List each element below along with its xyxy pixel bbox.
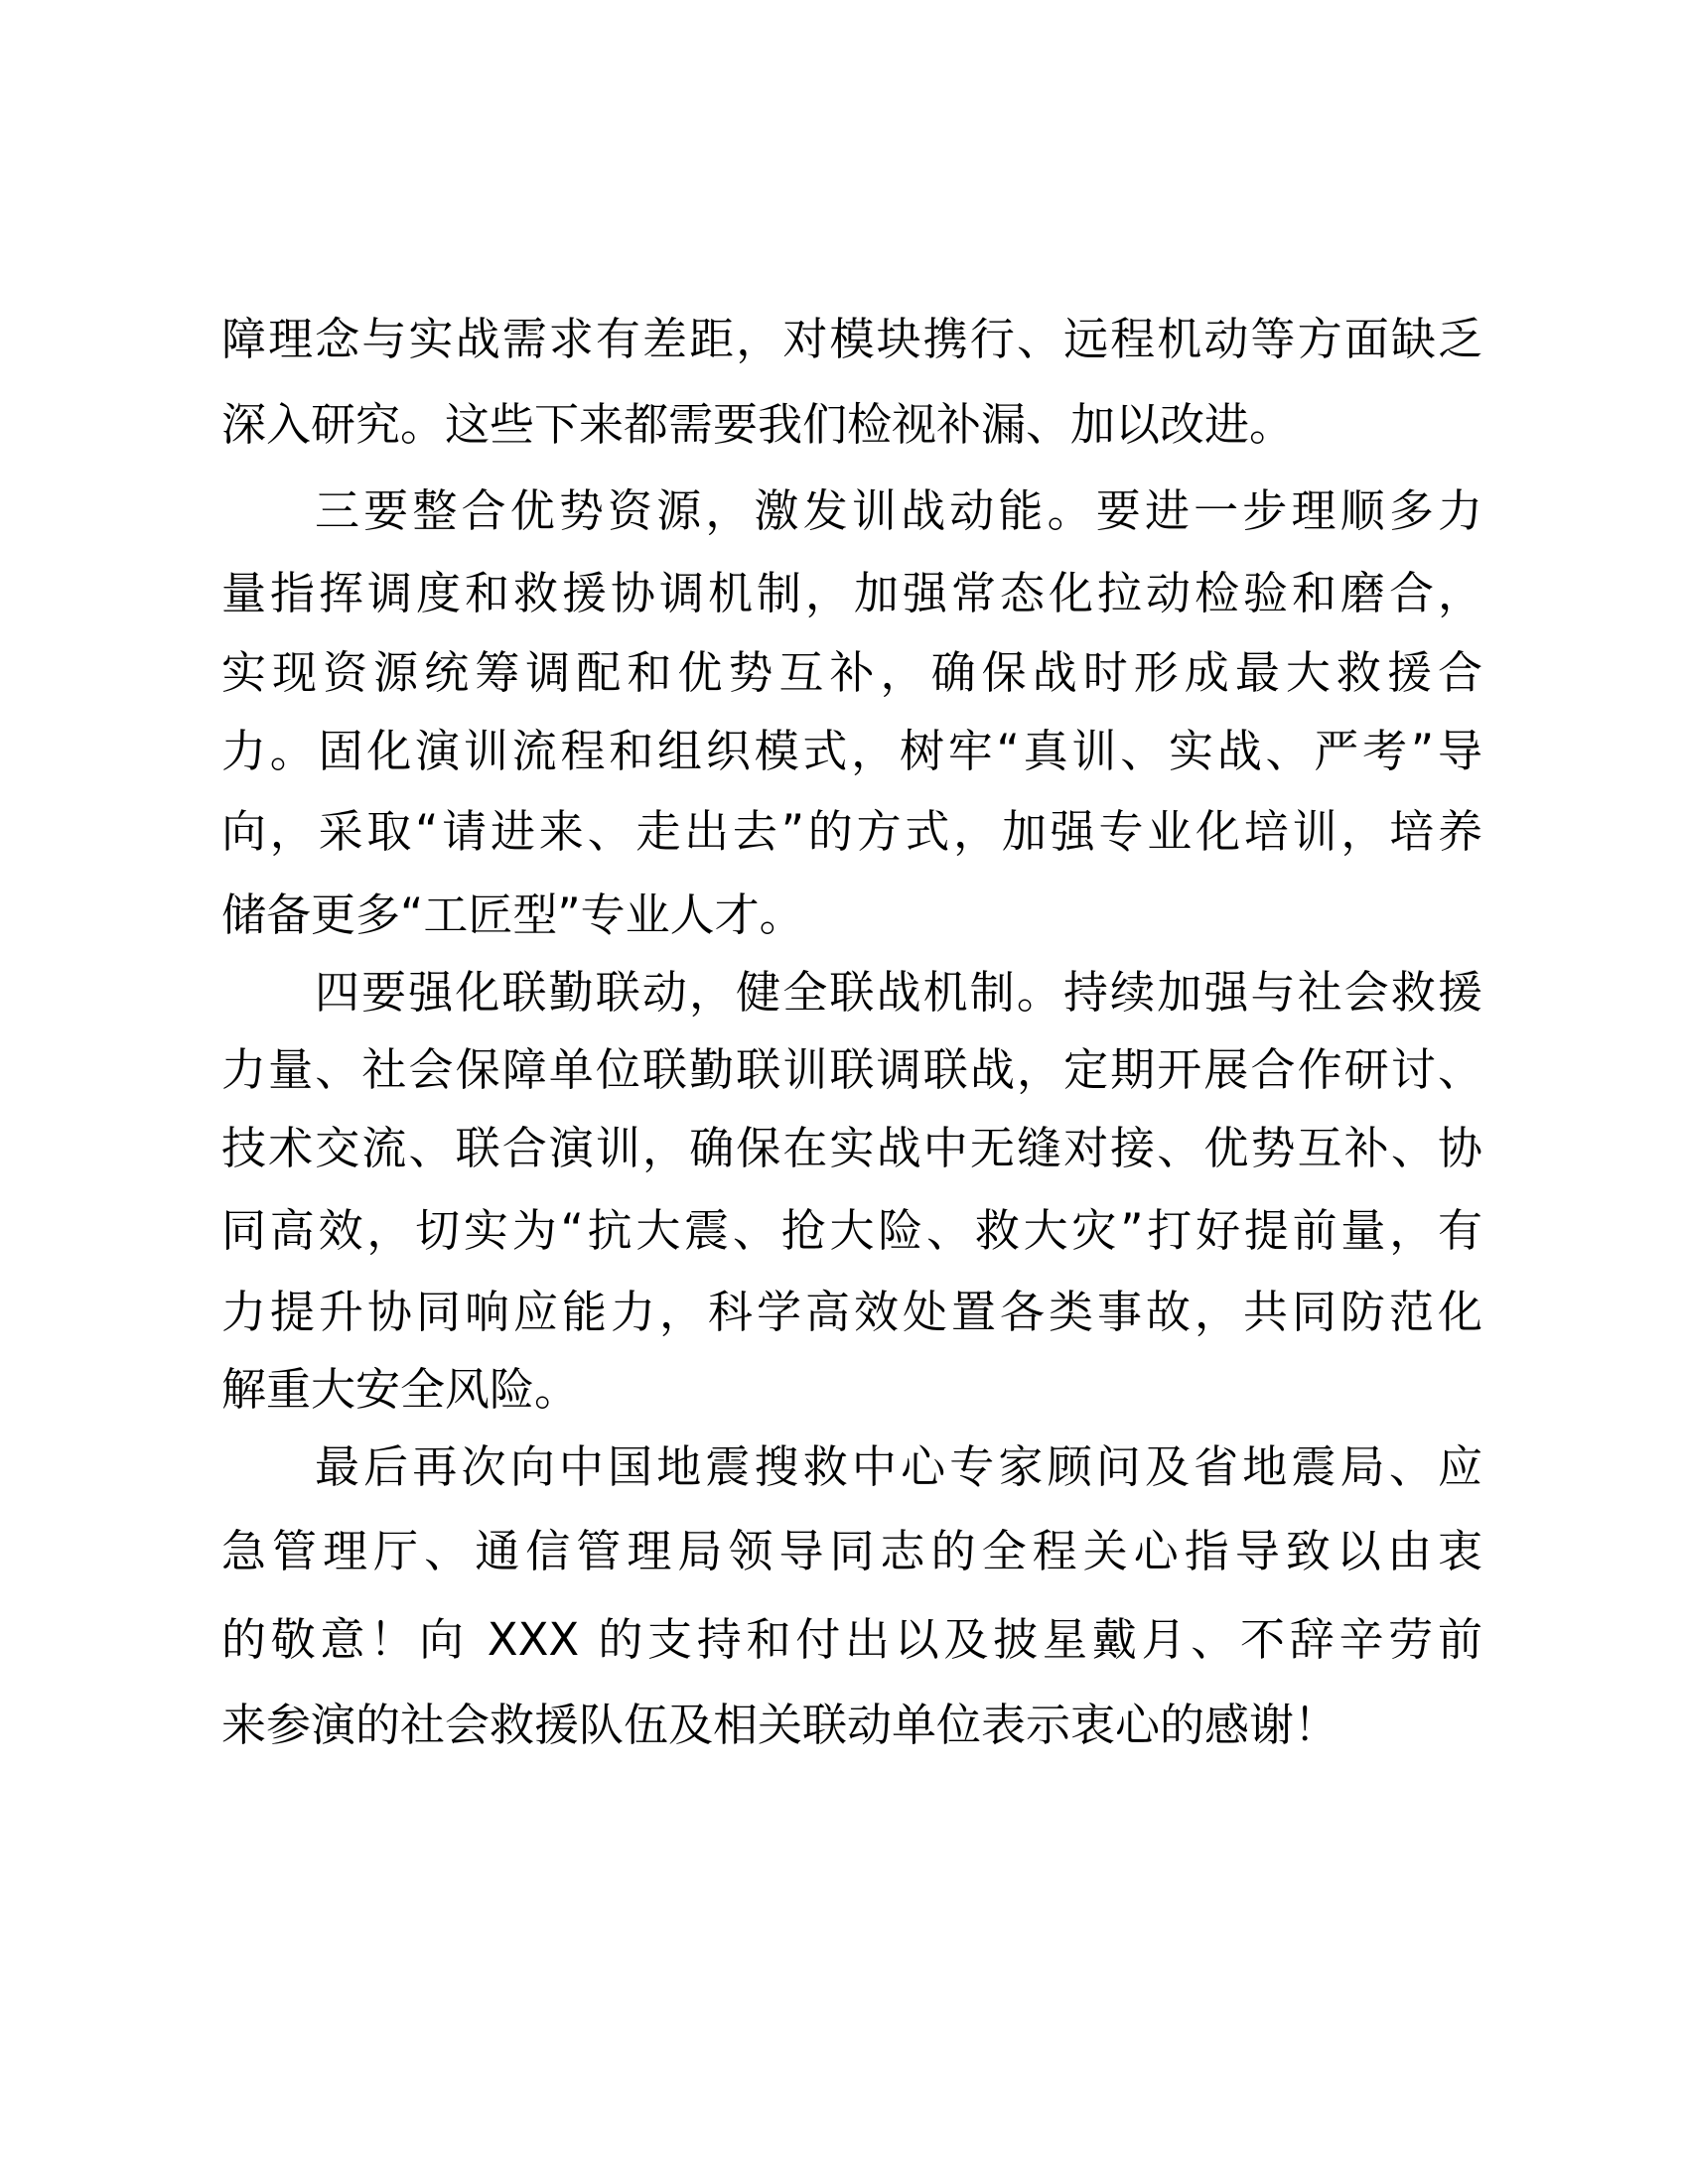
text-line: 量指挥调度和救援协调机制，加强常态化拉动检验和磨合，	[221, 567, 1482, 619]
text-line: 三要整合优势资源，激发训战动能。要进一步理顺多力	[315, 484, 1482, 537]
text-line: 实现资源统筹调配和优势互补，确保战时形成最大救援合	[221, 646, 1482, 699]
text-line: 四要强化联勤联动，健全联战机制。持续加强与社会救援	[315, 966, 1482, 1019]
text-line: 储备更多“工匠型”专业人才。	[221, 888, 804, 941]
text-line: 来参演的社会救援队伍及相关联动单位表示衷心的感谢！	[221, 1699, 1339, 1751]
body-text	[221, 0, 1482, 2184]
text-line: 障理念与实战需求有差距，对模块携行、远程机动等方面缺乏	[221, 313, 1482, 365]
text-line: 向，采取“请进来、走出去”的方式，加强专业化培训，培养	[221, 805, 1482, 858]
text-line: 最后再次向中国地震搜救中心专家顾问及省地震局、应	[315, 1440, 1482, 1493]
text-line: 深入研究。这些下来都需要我们检视补漏、加以改进。	[221, 398, 1295, 451]
text-line: 力提升协同响应能力，科学高效处置各类事故，共同防范化	[221, 1286, 1482, 1338]
text-line: 技术交流、联合演训，确保在实战中无缝对接、优势互补、协	[221, 1122, 1482, 1174]
text-line: 解重大安全风险。	[221, 1363, 580, 1416]
text-line: 同高效，切实为“抗大震、抢大险、救大灾”打好提前量，有	[221, 1204, 1482, 1257]
text-line: 力。固化演训流程和组织模式，树牢“真训、实战、严考”导	[221, 725, 1482, 777]
text-line: 的敬意！向 XXX 的支持和付出以及披星戴月、不辞辛劳前	[221, 1613, 1482, 1666]
text-line: 急管理厅、通信管理局领导同志的全程关心指导致以由衷	[221, 1525, 1482, 1577]
text-line: 力量、社会保障单位联勤联训联调联战，定期开展合作研讨、	[221, 1043, 1482, 1096]
